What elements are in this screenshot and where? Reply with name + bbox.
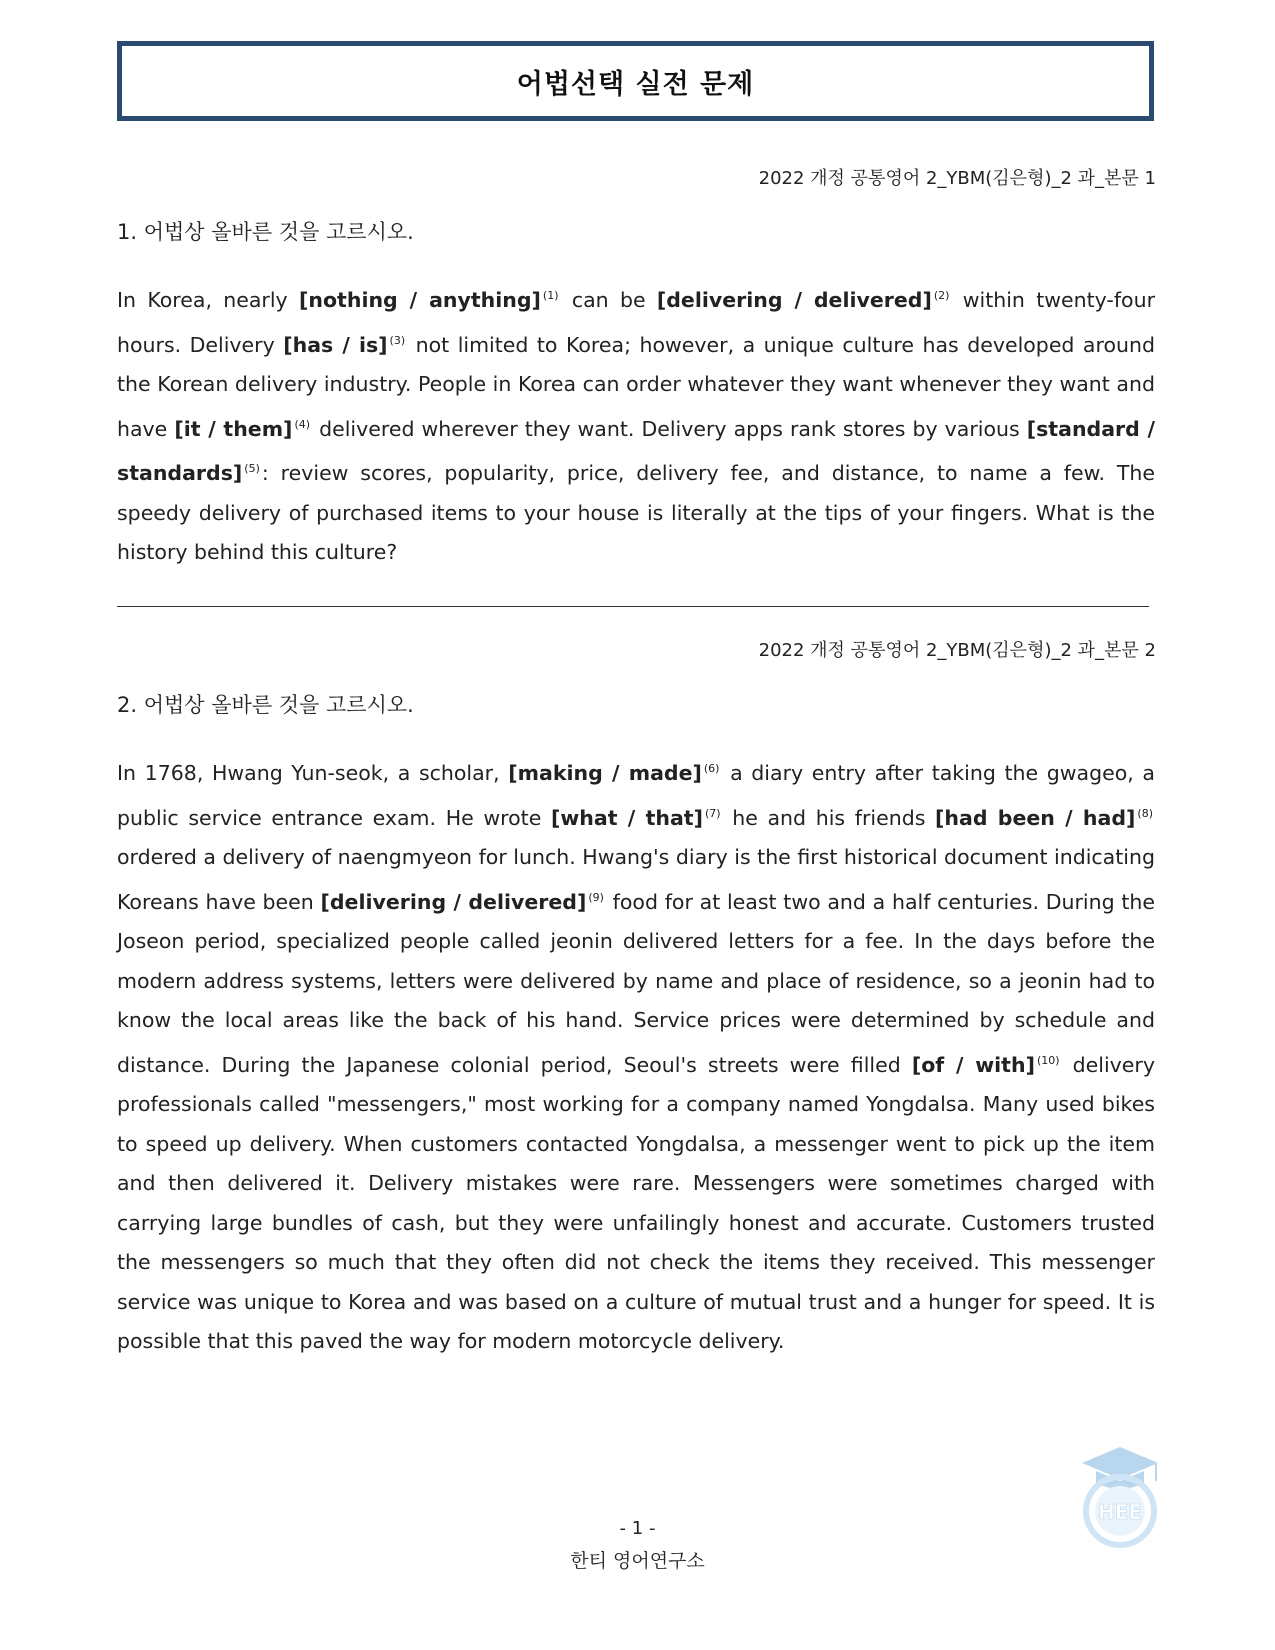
answer-choice: [had been / had]: [935, 805, 1136, 830]
answer-choice: [it / them]: [174, 416, 293, 441]
blank-number: (1): [542, 289, 559, 302]
q2-source: 2022 개정 공통영어 2_YBM(김은형)_2 과_본문 2: [758, 640, 1156, 661]
answer-choice: [standard / standards]: [117, 416, 1155, 485]
graduation-cap-icon: [1082, 1447, 1158, 1489]
blank-number: (9): [588, 890, 604, 904]
blank-number: (8): [1137, 806, 1153, 820]
blank-number: (7): [704, 806, 721, 820]
q2-question: 2. 어법상 올바른 것을 고르시오.: [117, 693, 414, 717]
passage-text: he and his friends: [722, 805, 936, 830]
page-title: 어법선택 실전 문제: [516, 68, 755, 100]
passage-text: not limited to Korea; however, a unique culture has developed around the Korean delivery industry. People in Korea can order whatever they want whenever they want and have: [117, 332, 1156, 441]
answer-choice: [nothing / anything]: [299, 288, 541, 312]
passage-text: can be: [560, 288, 657, 312]
page-title-box: [117, 41, 1154, 121]
blank-number: (2): [933, 289, 950, 302]
answer-choice: [delivering / delivered]: [320, 889, 587, 914]
blank-number: (10): [1036, 1053, 1060, 1067]
answer-choice: [delivering / delivered]: [656, 288, 932, 312]
answer-choice: [making / made]: [508, 761, 702, 785]
passage-text: delivered wherever they want. Delivery apps rank stores by various: [312, 416, 1027, 441]
passage-text: food for at least two and a half centuries. During the Joseon period, specialized people called jeonin delivered letters for a fee. In the days before the modern address systems, letters were delivered by name and place of residence, so a jeonin had to know the local areas like the back of his hand. Service prices were determined by schedule and distance. During the Japanese colonial period, Seoul's streets were filled: [117, 889, 1155, 1077]
answer-choice: [has / is]: [283, 332, 388, 357]
q1-source: 2022 개정 공통영어 2_YBM(김은형)_2 과_본문 1: [758, 168, 1156, 189]
logo-text: HEE: [1097, 1500, 1143, 1524]
page-number: - 1 -: [619, 1518, 656, 1539]
answer-choice: [what / that]: [550, 805, 703, 830]
blank-number: (5): [244, 462, 260, 475]
passage-text: In 1768, Hwang Yun-seok, a scholar,: [117, 761, 509, 785]
blank-number: (6): [703, 762, 720, 775]
q1-passage: [117, 276, 1155, 573]
footer-organization: 한티 영어연구소: [570, 1550, 705, 1572]
passage-text: within twenty-four hours. Delivery: [117, 288, 1156, 357]
passage-text: In Korea, nearly: [117, 288, 299, 312]
blank-number: (3): [389, 333, 406, 347]
blank-number: (4): [294, 417, 311, 431]
passage-text: a diary entry after taking the gwageo, a public service entrance exam. He wrote: [117, 761, 1155, 830]
q2-passage: [117, 749, 1155, 1362]
q1-question: 1. 어법상 올바른 것을 고르시오.: [117, 220, 414, 244]
passage-text: delivery professionals called "messengers," most working for a company named Yongdalsa. Many used bikes to speed up delivery. When customers contacted Yongdalsa, a messenger went to pick up the item and then delivered it. Delivery mistakes were rare. Messengers were sometimes charged with carrying large bundles of cash, but they were unfailingly honest and accurate. Customers trusted the messengers so much that they often did not check the items they received. This messenger service was unique to Korea and was based on a culture of mutual trust and a hunger for speed. It is possible that this paved the way for modern motorcycle delivery.: [117, 1052, 1155, 1353]
answer-choice: [of / with]: [911, 1052, 1035, 1077]
passage-text: : review scores, popularity, price, delivery fee, and distance, to name a few. The speedy delivery of purchased items to your house is literally at the tips of your fingers. What is the history behind this culture?: [117, 461, 1155, 564]
section-divider: [117, 606, 1149, 607]
passage-text: ordered a delivery of naengmyeon for lunch. Hwang's diary is the first historical document indicating Koreans have been: [117, 845, 1155, 914]
